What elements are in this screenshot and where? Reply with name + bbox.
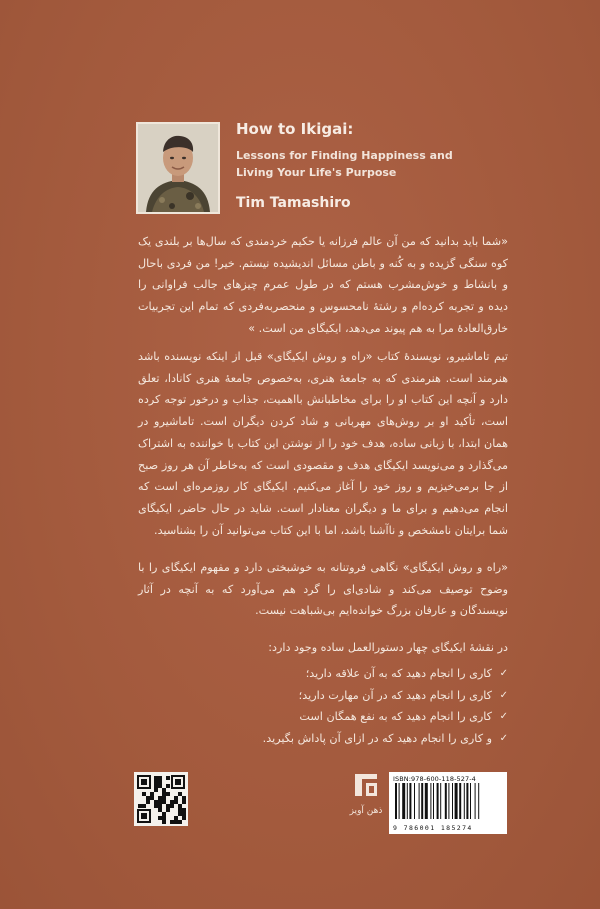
rule-text: کاری را انجام دهید که به نفع همگان است <box>299 710 492 724</box>
check-icon: ✓ <box>499 689 508 701</box>
book-subtitle-line-2: Living Your Life's Purpose <box>236 166 397 179</box>
title-block <box>236 120 506 211</box>
isbn-barcode <box>389 772 507 834</box>
rule-text: کاری را انجام دهید که در آن مهارت دارید؛ <box>298 688 492 702</box>
barcode-number: 9 786001 185274 <box>393 824 473 832</box>
rule-item <box>138 728 508 750</box>
book-author: Tim Tamashiro <box>236 195 351 211</box>
rules-list <box>138 663 508 750</box>
rule-text: کاری را انجام دهید که به آن علاقه دارید؛ <box>305 667 492 680</box>
book-subtitle-line-1: Lessons for Finding Happiness and <box>236 149 453 162</box>
rule-item <box>138 706 508 728</box>
rules-intro: در نقشهٔ ایکیگای چهار دستورالعمل ساده وجود دارد: <box>268 641 508 654</box>
check-icon: ✓ <box>499 733 508 745</box>
check-icon: ✓ <box>499 711 508 723</box>
author-photo <box>136 122 220 214</box>
check-icon: ✓ <box>499 668 508 679</box>
book-title: How to Ikigai: <box>236 120 354 138</box>
author-quote: «شما باید بدانید که من آن عالم فرزانه یا حکیم خردمندی که سال‌ها بر بلندی یک کوه سنگی گزیده و به کُنه و باطن مسائل اندیشیده نیستم. خیر! من فردی باحال و بانشاط و خوش‌مشرب هستم که در طول عمرم چیزهای جالب فراوانی را دیده و تجربه کرده‌ام و رشتهٔ نامحسوس و منحصربه‌فردی که تمام این تجربیات خارق‌العادهٔ مرا به هم پیوند می‌دهد، ایکیگای من است. » <box>138 235 508 335</box>
barcode-bars <box>393 783 503 819</box>
publisher-mark <box>345 770 387 816</box>
publisher-name: ذهن آویز <box>349 806 383 816</box>
rule-text: و کاری را انجام دهید که در ازای آن پاداش بگیرید. <box>262 732 492 746</box>
rule-item <box>138 685 508 707</box>
description-paragraph-1: تیم تاماشیرو، نویسندهٔ کتاب «راه و روش ایکیگای» قبل از اینکه نویسنده باشد هنرمند است. هنرمندی که به جامعهٔ هنری، به‌خصوص جامعهٔ هنری کانادا، تعلق دارد و آنچه این کتاب او را برای مخاطبانش بااهمیت، جذاب و درخور توجه کرده است، تأکید او بر روش‌های مهربانی و شاد کردن دیگران است. تاماشیرو در همان ابتدا، با زبانی ساده، هدف خود را از نوشتن این کتاب با خواننده به اشتراک می‌گذارد و می‌نویسد ایکیگای هدف و مقصودی است که به‌خاطر آن هر روز صبح از جا برمی‌خیزیم و روز خود را آغاز می‌کنیم. ایکیگای کار روزمره‌ای است که انجام می‌دهیم و برای ما و دیگران معنادار است. شاید در حال حاضر، ایکیگای شما برایتان نامشخص و ناآشنا باشد، اما با این کتاب می‌توانید آن را بشناسید. <box>138 350 508 537</box>
description-paragraph-2: «راه و روش ایکیگای» نگاهی فروتنانه به خوشبختی دارد و مفهوم ایکیگای را با وضوح توصیف می‌کند و شادی‌ای را گرد هم می‌آورد که به آنچه در آثار نویسندگان و عارفان بزرگ خوانده‌ایم بی‌شباهت نیست. <box>138 561 508 618</box>
isbn-text: ISBN:978-600-118-527-4 <box>393 775 476 783</box>
rule-item <box>138 663 508 685</box>
qr-code <box>134 772 188 826</box>
publisher-logo-icon <box>351 770 381 800</box>
